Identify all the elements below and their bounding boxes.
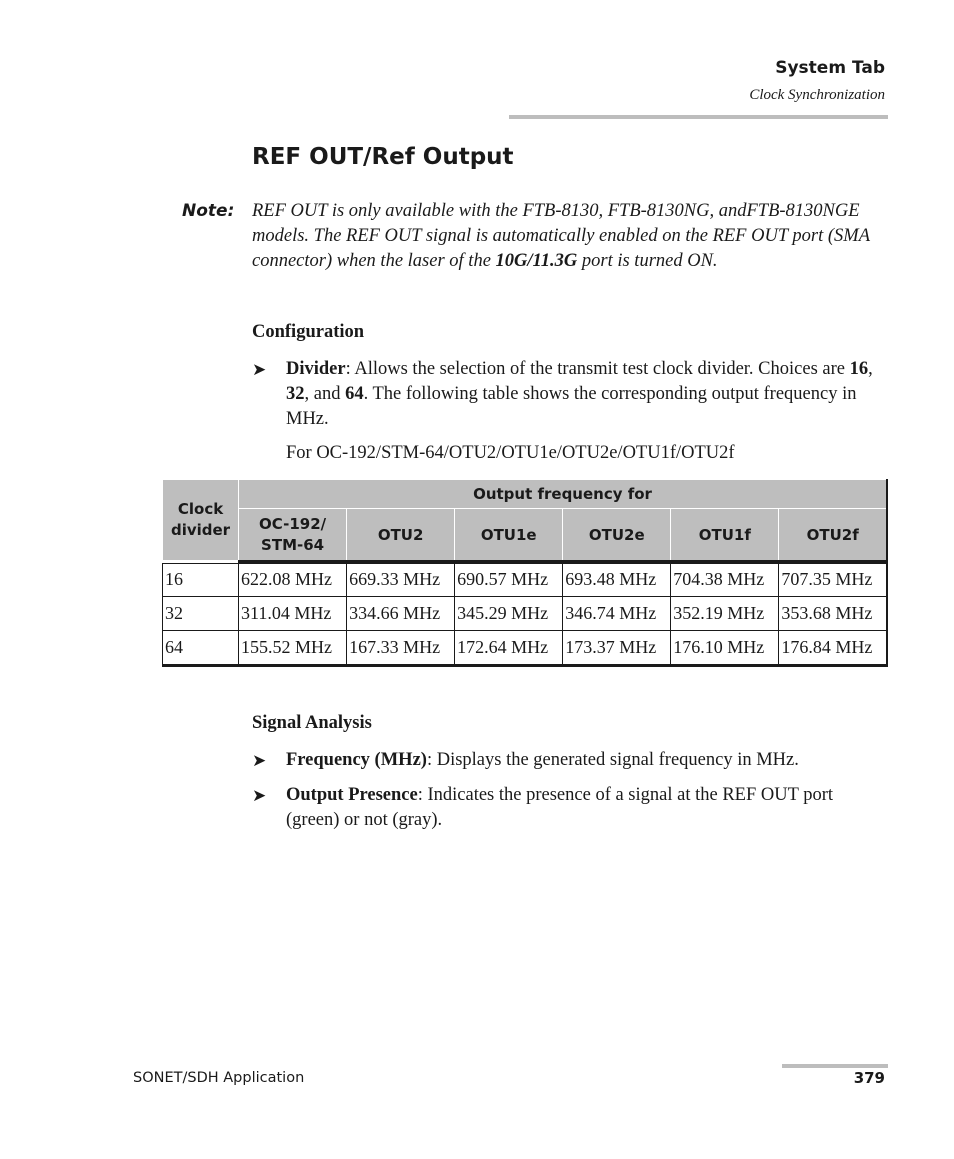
table-cell: 176.10 MHz [671, 631, 779, 666]
output-presence-bullet: ➤ Output Presence: Indicates the presence of a signal at the REF OUT port (green) or not (gray). [252, 785, 833, 830]
table-cell: 704.38 MHz [671, 562, 779, 597]
table-cell: 155.52 MHz [239, 631, 347, 666]
table-cell: 167.33 MHz [347, 631, 455, 666]
running-header-title: System Tab [775, 58, 885, 78]
divider-bullet: ➤ Divider: Allows the selection of the transmit test clock divider. Choices are 16, 32, and 64. The following table shows the corresponding output frequency in MHz. [252, 359, 873, 429]
bullet-arrow-icon: ➤ [252, 360, 267, 379]
clock-divider-header: Clock divider [163, 480, 239, 562]
table-cell: 352.19 MHz [671, 597, 779, 631]
column-header: OTU2e [563, 509, 671, 562]
table-cell: 311.04 MHz [239, 597, 347, 631]
table-cell: 32 [163, 597, 239, 631]
column-header: OTU2f [779, 509, 887, 562]
table-cell: 172.64 MHz [455, 631, 563, 666]
table-cell: 64 [163, 631, 239, 666]
running-header-subtitle: Clock Synchronization [749, 87, 885, 103]
table-cell: 334.66 MHz [347, 597, 455, 631]
table-cell: 176.84 MHz [779, 631, 887, 666]
table-row [163, 597, 888, 631]
table-cell: 173.37 MHz [563, 631, 671, 666]
column-header: OC-192/ STM-64 [239, 509, 347, 562]
column-header: OTU1f [671, 509, 779, 562]
page-number: 379 [853, 1069, 885, 1087]
table-cell: 346.74 MHz [563, 597, 671, 631]
footer-document-title: SONET/SDH Application [133, 1070, 305, 1086]
column-header: OTU2 [347, 509, 455, 562]
section-title: REF OUT/Ref Output [252, 144, 514, 170]
table-cell: 353.68 MHz [779, 597, 887, 631]
bullet-arrow-icon: ➤ [252, 751, 267, 770]
table-cell: 345.29 MHz [455, 597, 563, 631]
signal-analysis-heading: Signal Analysis [252, 713, 372, 733]
output-frequency-group-header: Output frequency for [239, 480, 887, 509]
note-text: REF OUT is only available with the FTB-8130, FTB-8130NG, andFTB-8130NGE models. The REF OUT signal is automatically enabled on the REF OUT port (SMA connector) when the laser of the 10G/11.3G port is turned ON. [252, 201, 870, 271]
configuration-heading: Configuration [252, 322, 365, 342]
table-cell: 693.48 MHz [563, 562, 671, 597]
header-rule [509, 115, 888, 119]
table-cell: 622.08 MHz [239, 562, 347, 597]
table-cell: 16 [163, 562, 239, 597]
frequency-bullet: ➤ Frequency (MHz): Displays the generated signal frequency in MHz. [252, 748, 888, 773]
bullet-arrow-icon: ➤ [252, 786, 267, 805]
table-caption: For OC-192/STM-64/OTU2/OTU1e/OTU2e/OTU1f/OTU2f [286, 443, 735, 463]
table-cell: 707.35 MHz [779, 562, 887, 597]
table-cell: 669.33 MHz [347, 562, 455, 597]
table-cell: 690.57 MHz [455, 562, 563, 597]
column-header: OTU1e [455, 509, 563, 562]
table-row [163, 562, 888, 597]
footer-rule [782, 1064, 888, 1068]
table-row [163, 631, 888, 666]
note-label: Note: [182, 201, 235, 221]
output-frequency-table [162, 479, 888, 667]
